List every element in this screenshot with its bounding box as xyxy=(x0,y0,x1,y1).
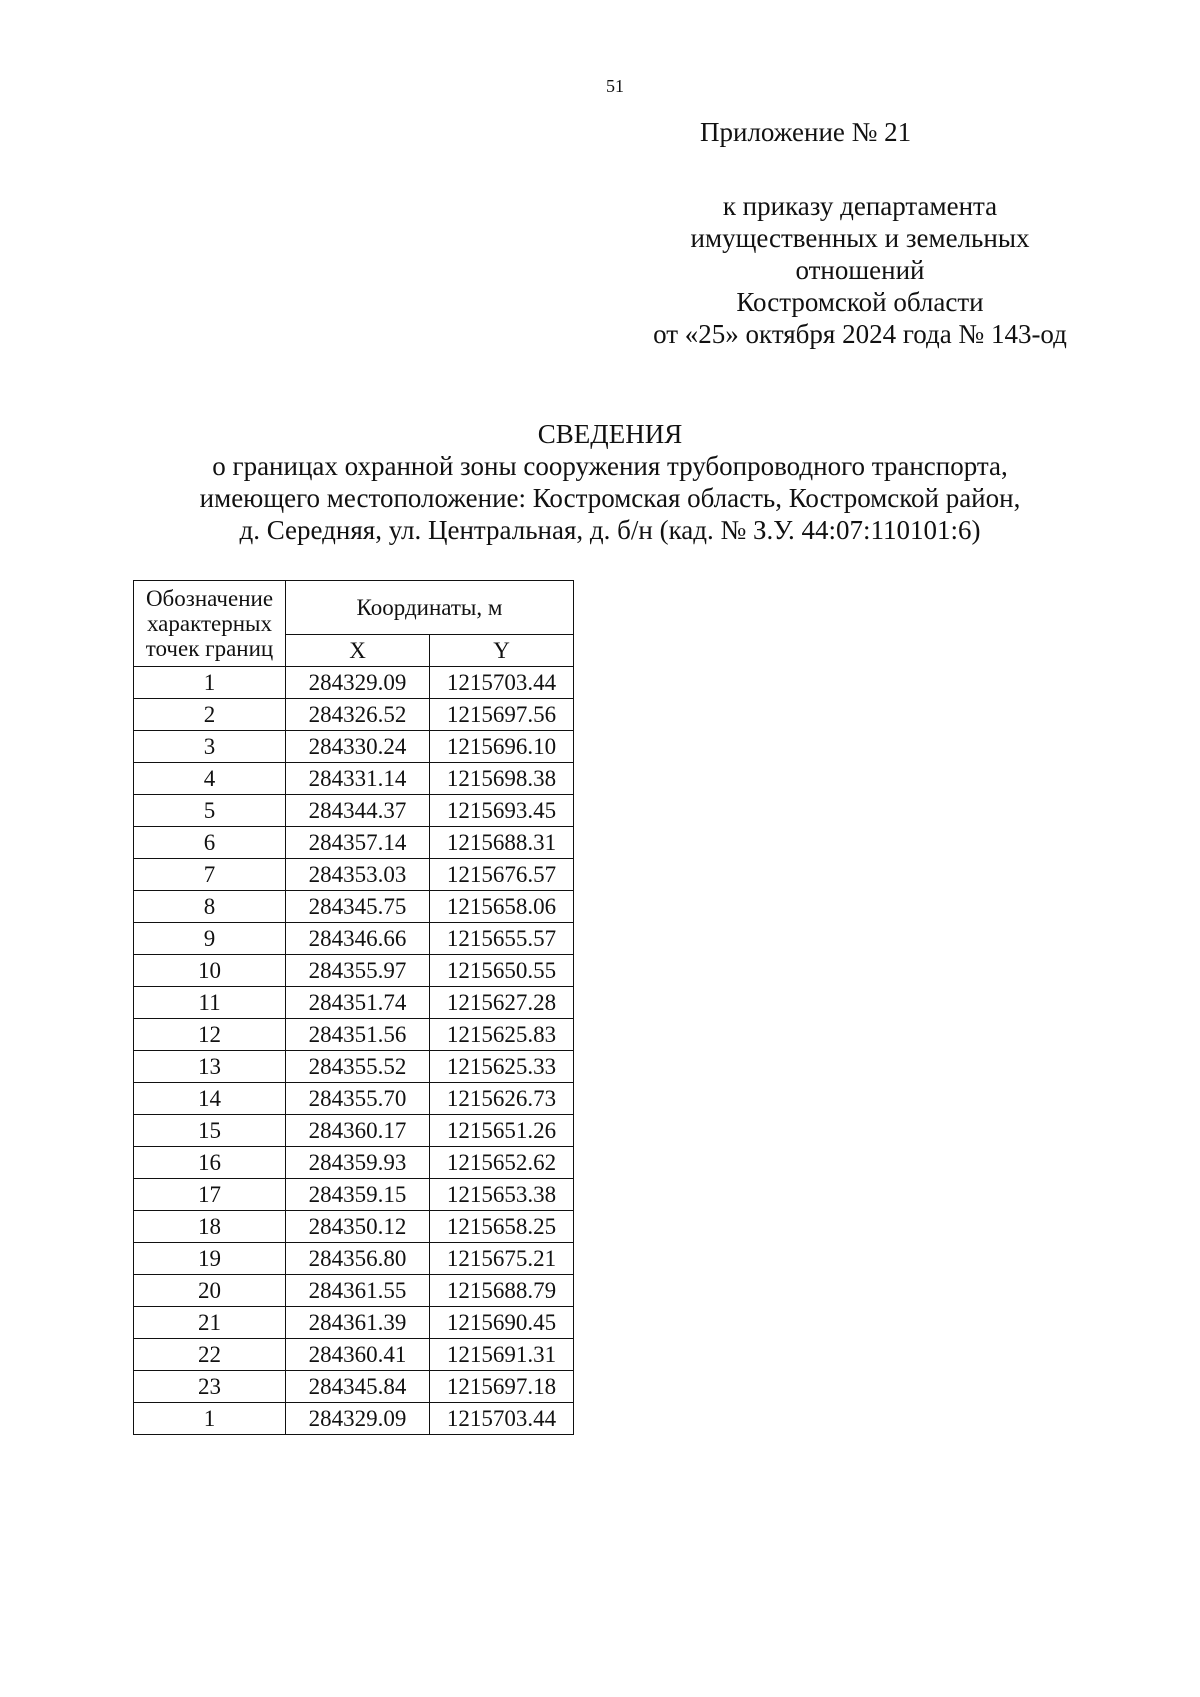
point-number-cell: 12 xyxy=(134,1019,286,1051)
heading-line: д. Середняя, ул. Центральная, д. б/н (кад. № З.У. 44:07:110101:6) xyxy=(239,515,981,545)
header-y: Y xyxy=(430,635,574,667)
point-number-cell: 18 xyxy=(134,1211,286,1243)
table-row xyxy=(134,1307,574,1339)
x-coordinate-cell: 284359.15 xyxy=(286,1179,430,1211)
table-row xyxy=(134,1275,574,1307)
x-coordinate-cell: 284361.39 xyxy=(286,1307,430,1339)
table-row xyxy=(134,795,574,827)
point-number-cell: 3 xyxy=(134,731,286,763)
point-number-cell: 13 xyxy=(134,1051,286,1083)
point-number-cell: 11 xyxy=(134,987,286,1019)
y-coordinate-cell: 1215703.44 xyxy=(430,1403,574,1435)
x-coordinate-cell: 284353.03 xyxy=(286,859,430,891)
y-coordinate-cell: 1215697.18 xyxy=(430,1371,574,1403)
table-row xyxy=(134,827,574,859)
table-row xyxy=(134,1083,574,1115)
y-coordinate-cell: 1215625.83 xyxy=(430,1019,574,1051)
order-line: имущественных и земельных xyxy=(690,223,1030,253)
x-coordinate-cell: 284359.93 xyxy=(286,1147,430,1179)
heading-line: о границах охранной зоны сооружения трубопроводного транспорта, xyxy=(212,451,1008,481)
point-number-cell: 4 xyxy=(134,763,286,795)
y-coordinate-cell: 1215655.57 xyxy=(430,923,574,955)
y-coordinate-cell: 1215688.79 xyxy=(430,1275,574,1307)
x-coordinate-cell: 284355.52 xyxy=(286,1051,430,1083)
point-number-cell: 19 xyxy=(134,1243,286,1275)
point-number-cell: 15 xyxy=(134,1115,286,1147)
y-coordinate-cell: 1215653.38 xyxy=(430,1179,574,1211)
y-coordinate-cell: 1215697.56 xyxy=(430,699,574,731)
x-coordinate-cell: 284351.74 xyxy=(286,987,430,1019)
x-coordinate-cell: 284361.55 xyxy=(286,1275,430,1307)
table-row xyxy=(134,667,574,699)
table-header-row xyxy=(134,581,574,635)
table-row xyxy=(134,1243,574,1275)
table-row xyxy=(134,923,574,955)
point-number-cell: 1 xyxy=(134,667,286,699)
point-number-cell: 21 xyxy=(134,1307,286,1339)
x-coordinate-cell: 284350.12 xyxy=(286,1211,430,1243)
heading-title: СВЕДЕНИЯ xyxy=(537,419,683,449)
y-coordinate-cell: 1215675.21 xyxy=(430,1243,574,1275)
page-number: 51 xyxy=(606,76,624,96)
y-coordinate-cell: 1215650.55 xyxy=(430,955,574,987)
heading-line: имеющего местоположение: Костромская область, Костромской район, xyxy=(199,483,1021,513)
table-row xyxy=(134,1179,574,1211)
table-row xyxy=(134,1115,574,1147)
x-coordinate-cell: 284344.37 xyxy=(286,795,430,827)
appendix-title: Приложение № 21 xyxy=(700,117,912,147)
header-point-designation xyxy=(134,581,286,667)
y-coordinate-cell: 1215627.28 xyxy=(430,987,574,1019)
header-point-line: Обозначение xyxy=(145,586,274,611)
point-number-cell: 5 xyxy=(134,795,286,827)
header-coordinates: Координаты, м xyxy=(286,581,574,635)
table-row xyxy=(134,699,574,731)
order-reference xyxy=(600,190,1120,350)
order-line: к приказу департамента xyxy=(722,191,998,221)
point-number-cell: 7 xyxy=(134,859,286,891)
y-coordinate-cell: 1215651.26 xyxy=(430,1115,574,1147)
point-number-cell: 1 xyxy=(134,1403,286,1435)
table-row xyxy=(134,987,574,1019)
y-coordinate-cell: 1215658.06 xyxy=(430,891,574,923)
point-number-cell: 8 xyxy=(134,891,286,923)
table-row xyxy=(134,1147,574,1179)
point-number-cell: 6 xyxy=(134,827,286,859)
x-coordinate-cell: 284331.14 xyxy=(286,763,430,795)
table-row xyxy=(134,1403,574,1435)
x-coordinate-cell: 284345.84 xyxy=(286,1371,430,1403)
point-number-cell: 14 xyxy=(134,1083,286,1115)
point-number-cell: 20 xyxy=(134,1275,286,1307)
point-number-cell: 9 xyxy=(134,923,286,955)
point-number-cell: 23 xyxy=(134,1371,286,1403)
x-coordinate-cell: 284356.80 xyxy=(286,1243,430,1275)
table-row xyxy=(134,1339,574,1371)
table-row xyxy=(134,731,574,763)
point-number-cell: 16 xyxy=(134,1147,286,1179)
y-coordinate-cell: 1215693.45 xyxy=(430,795,574,827)
y-coordinate-cell: 1215676.57 xyxy=(430,859,574,891)
header-x: X xyxy=(286,635,430,667)
table-row xyxy=(134,763,574,795)
table-row xyxy=(134,891,574,923)
y-coordinate-cell: 1215688.31 xyxy=(430,827,574,859)
y-coordinate-cell: 1215626.73 xyxy=(430,1083,574,1115)
table-row xyxy=(134,1051,574,1083)
x-coordinate-cell: 284351.56 xyxy=(286,1019,430,1051)
header-point-line: точек границ xyxy=(145,636,274,661)
y-coordinate-cell: 1215691.31 xyxy=(430,1339,574,1371)
coordinates-table xyxy=(133,580,574,1435)
x-coordinate-cell: 284355.97 xyxy=(286,955,430,987)
point-number-cell: 10 xyxy=(134,955,286,987)
x-coordinate-cell: 284326.52 xyxy=(286,699,430,731)
order-line: Костромской области xyxy=(736,287,984,317)
document-heading xyxy=(110,418,1110,546)
x-coordinate-cell: 284360.17 xyxy=(286,1115,430,1147)
point-number-cell: 2 xyxy=(134,699,286,731)
y-coordinate-cell: 1215652.62 xyxy=(430,1147,574,1179)
header-point-line: характерных xyxy=(146,611,272,636)
y-coordinate-cell: 1215625.33 xyxy=(430,1051,574,1083)
x-coordinate-cell: 284330.24 xyxy=(286,731,430,763)
x-coordinate-cell: 284329.09 xyxy=(286,1403,430,1435)
y-coordinate-cell: 1215696.10 xyxy=(430,731,574,763)
x-coordinate-cell: 284357.14 xyxy=(286,827,430,859)
table-row xyxy=(134,859,574,891)
order-line: отношений xyxy=(795,255,925,285)
x-coordinate-cell: 284346.66 xyxy=(286,923,430,955)
y-coordinate-cell: 1215690.45 xyxy=(430,1307,574,1339)
y-coordinate-cell: 1215703.44 xyxy=(430,667,574,699)
point-number-cell: 22 xyxy=(134,1339,286,1371)
table-row xyxy=(134,1019,574,1051)
x-coordinate-cell: 284329.09 xyxy=(286,667,430,699)
x-coordinate-cell: 284345.75 xyxy=(286,891,430,923)
order-line: от «25» октября 2024 года № 143-од xyxy=(653,319,1067,349)
table-row xyxy=(134,955,574,987)
y-coordinate-cell: 1215698.38 xyxy=(430,763,574,795)
table-row xyxy=(134,1211,574,1243)
point-number-cell: 17 xyxy=(134,1179,286,1211)
y-coordinate-cell: 1215658.25 xyxy=(430,1211,574,1243)
x-coordinate-cell: 284360.41 xyxy=(286,1339,430,1371)
x-coordinate-cell: 284355.70 xyxy=(286,1083,430,1115)
table-row xyxy=(134,1371,574,1403)
